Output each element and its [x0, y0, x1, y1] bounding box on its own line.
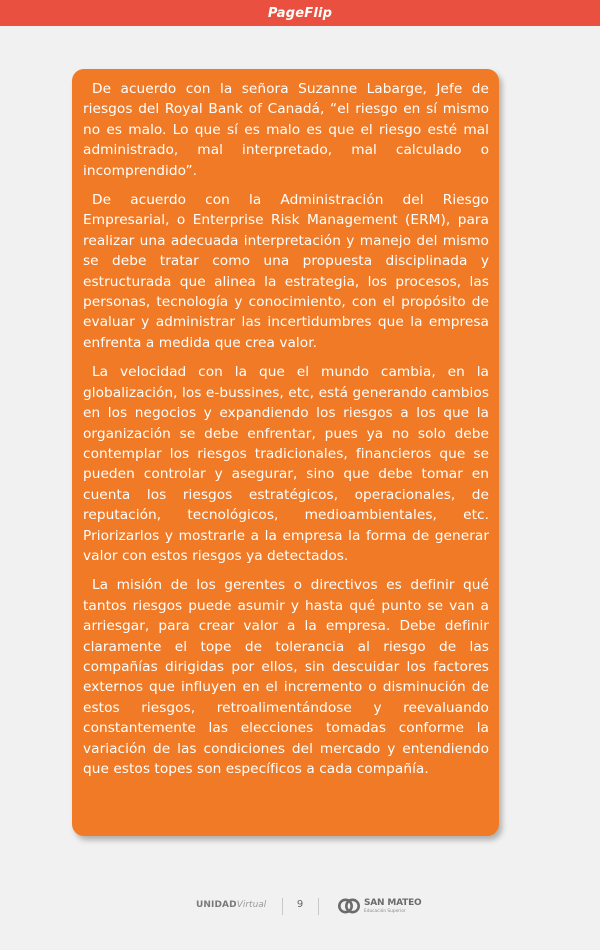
logo-name: SAN MATEO	[364, 898, 422, 908]
footer-divider-left	[282, 898, 283, 915]
footer-divider-right	[318, 898, 319, 915]
brand-light: Virtual	[236, 900, 267, 910]
paragraph-4: La misión de los gerentes o directivos es definir qué tantos riesgos puede asumir y hasta qué punto se van a arriesgar, para crear valor a la empresa. Debe definir claramente el tope de tolerancia al riesgo de las compañías dirigidas por ellos, sin descuidar los factores externos que influyen en el incremento o disminución de estos riesgos, retroalimentándose y reevaluando constantemente las elecciones tomadas conforme la variación de las condiciones del mercado y entendiendo que estos topes son específicos a cada compañía.	[83, 577, 489, 777]
brand-bold: UNIDAD	[196, 900, 237, 910]
top-bar	[0, 0, 600, 26]
page-footer	[0, 890, 600, 922]
paragraph-1: De acuerdo con la señora Suzanne Labarge, Jefe de riesgos del Royal Bank of Canadá, “el riesgo en sí mismo no es malo. Lo que sí es malo es que el riesgo esté mal administrado, mal interpretado, mal calculado o incomprendido”.	[83, 81, 489, 179]
app-title: PageFlip	[267, 5, 333, 21]
paragraph-2: De acuerdo con la Administración del Riesgo Empresarial, o Enterprise Risk Management (ERM), para realizar una adecuada interpretación y manejo del mismo se debe tratar como una propuesta disciplinada y estructurada que alinea la estrategia, los procesos, las personas, tecnología y conocimiento, con el propósito de evaluar y administrar las incertidumbres que la empresa enfrenta a medida que crea valor.	[83, 192, 489, 351]
content-card	[72, 69, 499, 836]
page-number: 9	[296, 899, 304, 910]
san-mateo-logo-icon	[338, 895, 360, 917]
paragraph-3: La velocidad con la que el mundo cambia, en la globalización, los e-bussines, etc, está generando cambios en los negocios y expandiendo los riesgos a los que la organización se debe enfrentar, pues ya no solo debe contemplar los riesgos tradicionales, financieros que se pueden controlar y asegurar, sino que debe tomar en cuenta los riesgos estratégicos, operacionales, de reputación, tecnológicos, medioambientales, etc. Priorizarlos y mostrarle a la empresa la forma de generar valor con estos riesgos ya detectados.	[83, 364, 489, 564]
unidad-virtual-brand	[196, 900, 266, 910]
logo-subtitle: Educación Superior	[364, 909, 406, 914]
